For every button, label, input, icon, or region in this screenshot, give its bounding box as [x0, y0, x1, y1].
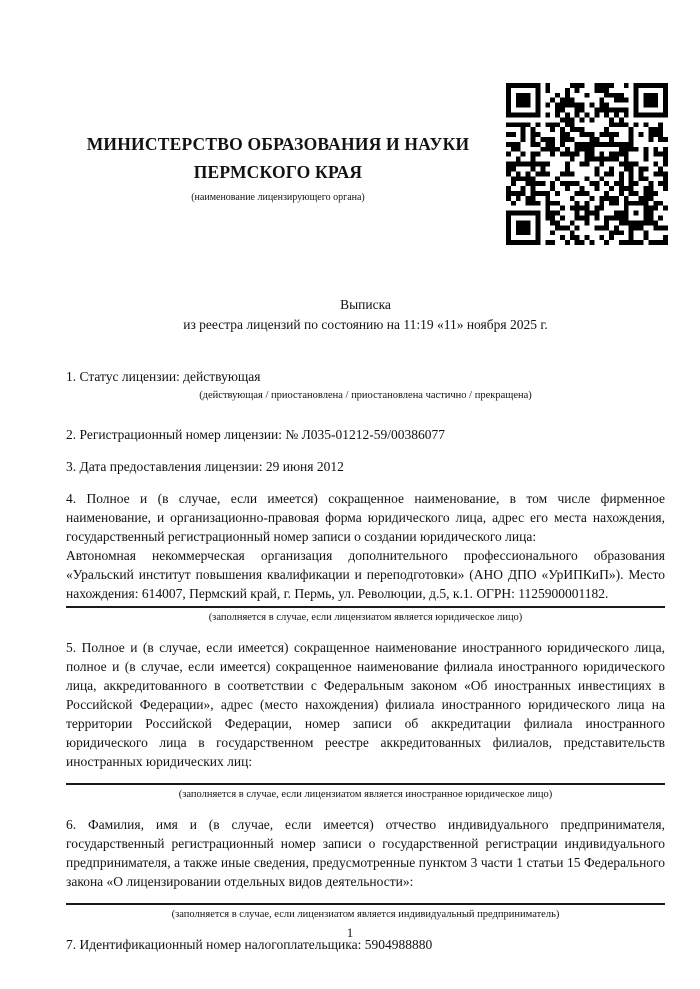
- item-3-text: 3. Дата предоставления лицензии: 29 июня 2012: [66, 459, 344, 474]
- document-title-line2: из реестра лицензий по состоянию на 11:19 «11» ноября 2025 г.: [183, 317, 548, 332]
- ministry-title: [0, 130, 556, 186]
- item-2: [66, 425, 665, 444]
- ministry-title-line2: ПЕРМСКОГО КРАЯ: [193, 162, 363, 182]
- item-4-value: Автономная некоммерческая организация дополнительного профессионального образования «Уральский институт повышения квалификации и переподготовки» (АНО ДПО «УрИПКиП»). Место нахождения: 614007, Пермский край, г. Пермь, ул. Революции, д.5, к.1. ОГРН: 1125900001182.: [66, 548, 665, 601]
- item-5-fill-line: [66, 783, 665, 785]
- document-title: [66, 295, 665, 335]
- ministry-title-line1: МИНИСТЕРСТВО ОБРАЗОВАНИЯ И НАУКИ: [86, 134, 470, 154]
- item-2-text: 2. Регистрационный номер лицензии: № Л035-01212-59/00386077: [66, 427, 446, 442]
- document-title-line1: Выписка: [340, 297, 391, 312]
- page-number: 1: [346, 925, 354, 940]
- items-list: [66, 367, 665, 954]
- item-6-text: 6. Фамилия, имя и (в случае, если имеется) отчество индивидуального предпринимателя, государственный регистрационный номер записи о государственной регистрации индивидуального предпринимателя, а также иные сведения, предусмотренные пунктом 3 части 1 статьи 15 Федерального закона «О лицензировании отдельных видов деятельности»:: [66, 817, 665, 889]
- document-body: [66, 295, 665, 967]
- item-1-caption: (действующая / приостановлена / приостановлена частично / прекращена): [199, 390, 532, 401]
- item-5-text: 5. Полное и (в случае, если имеется) сокращенное наименование иностранного юридического лица, полное и (в случае, если имеется) сокращенное наименование филиала иностранного юридического лица, аккредитованного в соответствии с Федеральным законом «Об иностранных инвестициях в Российской Федерации», адрес (место нахождения) филиала иностранного юридического лица на территории Российской Федерации, номер записи об аккредитации филиала иностранного юридического лица в государственном реестре аккредитованных филиалов, представительств иностранных юридических лиц:: [66, 640, 665, 769]
- item-6-fill-line: [66, 903, 665, 905]
- item-1-text: 1. Статус лицензии: действующая: [66, 369, 261, 384]
- document-header: [0, 130, 556, 203]
- item-4-text: 4. Полное и (в случае, если имеется) сокращенное наименование, в том числе фирменное наименование, и организационно-правовая форма юридического лица, адрес его места нахождения, государственный регистрационный номер записи о создании юридического лица:: [66, 491, 665, 544]
- item-4-caption: (заполняется в случае, если лицензиатом является юридическое лицо): [208, 612, 523, 623]
- item-7-text: 7. Идентификационный номер налогоплательщика: 5904988880: [66, 937, 433, 952]
- item-4-fill-line: [66, 606, 665, 608]
- item-5: [66, 638, 665, 802]
- item-5-caption: (заполняется в случае, если лицензиатом является иностранное юридическое лицо): [178, 789, 553, 800]
- item-1: [66, 367, 665, 403]
- item-6: [66, 815, 665, 922]
- licensing-authority-caption: (наименование лицензирующего органа): [191, 192, 365, 203]
- item-3: [66, 457, 665, 476]
- item-6-caption: (заполняется в случае, если лицензиатом является индивидуальный предприниматель): [171, 909, 560, 920]
- item-4: [66, 489, 665, 625]
